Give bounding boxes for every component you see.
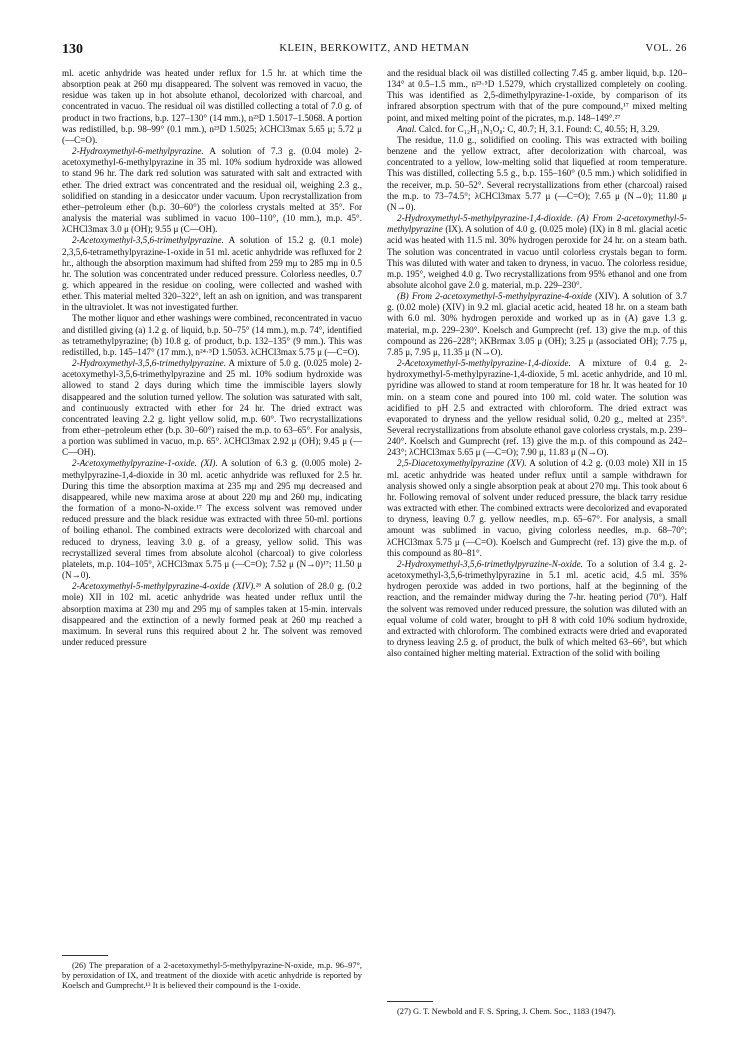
volume-label: VOL. 26 — [645, 43, 687, 54]
paragraph — [387, 458, 687, 558]
section-title: 2-Acetoxymethylpyrazine-1-oxide. (XI). — [72, 458, 218, 469]
paragraph — [62, 458, 362, 581]
paragraph-text: A mixture of 5.0 g. (0.025 mole) 2-acetoxymethyl-3,5,6-trimethylpyrazine and 25 ml. 10% sodium hydroxide was allowed to stand 2 days during which time the immiscible layers slowly disappeared and the solution turned yellow. The solution was saturated with salt, and continuously extracted with ether for 24 hr. The dried extract was concentrated leaving 2.2 g. light yellow solid, m.p. 60°. Two recrystallizations from ether–petroleum ether (b.p. 30–60°) raised the m.p. to 63–65°. For analysis, a portion was sublimed in vacuo, m.p. 65°. λCHCl3max 2.92 μ (OH); 9.45 μ (—C—OH). — [62, 358, 362, 458]
paragraph — [62, 581, 362, 648]
footnote-26 — [62, 961, 362, 992]
paragraph-text: To a solution of 3.4 g. 2-acetoxymethyl-3,5,6-trimethylpyrazine in 5.1 ml. acetic acid, 4.5 ml. 35% hydrogen peroxide was added in two portions, half at the beginning of the reaction, and the remainder midway during the 7-hr. heating period (70°). Half the solvent was removed under reduced pressure, the solution was diluted with an equal volume of cold water, brought to pH 8 with cold 10% sodium hydroxide, and extracted with chloroform. The combined extracts were dried and evaporated to dryness leaving 2.5 g. of product, the bulk of which melted 63–66°, but which also contained higher melting material. Extraction of the solid with boiling — [387, 558, 687, 659]
paragraph-text: A solution of 7.3 g. (0.04 mole) 2-acetoxymethyl-6-methylpyrazine in 35 ml. 10% sodium hydroxide was allowed to stand 96 hr. The dark red solution was saturated with salt and extracted with ether. The dried extract was concentrated and the residual oil, weighing 2.3 g., solidified on standing in a desiccator under vacuum. Upon recrystallization from ether–petroleum ether (b.p. 30–60°) the colorless crystals melted at 35°. For analysis the material was sublimed in vacuo 100–110°, (10 mm.), m.p. 45°. λCHCl3max 3.0 μ (OH); 9.55 μ (C—OH). — [62, 146, 362, 235]
paragraph — [62, 146, 362, 235]
section-title: 2-Acetoxymethyl-5-methylpyrazine-1,4-dioxide. — [397, 358, 571, 369]
paragraph — [387, 124, 687, 135]
paragraph — [387, 358, 687, 458]
paragraph — [62, 358, 362, 458]
section-title: 2-Acetoxymethyl-3,5,6-trimethylpyrazine. — [72, 235, 224, 246]
paragraph-text: (XIV). A solution of 3.7 g. (0.02 mole) (XIV) in 9.2 ml. glacial acetic acid, heated 18 hr. on a steam bath with 6.0 ml. 30% hydrogen peroxide and worked up as in (A) gave 1.3 g. material, m.p. 229–230°. Koelsch and Gumprecht (ref. 13) give the m.p. of this compound as 226–228°; λKBrmax 3.05 μ (OH); 3.25 μ (associated OH); 7.75 μ, 7.85 μ, 7.95 μ, 11.35 μ (N→O). — [387, 291, 687, 357]
paragraph — [387, 291, 687, 358]
paragraph: and the residual black oil was distilled collecting 7.45 g. amber liquid, b.p. 120–134° at 0.5–1.5 mm., n²³·⁵D 1.5279, which crystallized completely on cooling. This was identified as 2,5-dimethylpyrazine-1-oxide, by comparison of its infrared absorption spectrum with that of the pure compound,¹⁷ mixed melting point, and mixed melting point of the picrates, m.p. 148–149°.²⁷ — [387, 68, 687, 123]
paragraph-text: A solution of 4.2 g. (0.03 mole) XII in 15 ml. acetic anhydride was heated under reflux until a sample withdrawn for analysis showed only a single absorption peak at about 270 mμ. This took about 6 hr. Following removal of solvent under reduced pressure, the black tarry residue was extracted with ether. The combined extracts were decolorized and evaporated to dryness, leaving 0.7 g. yellow needles, m.p. 65–67°. For analysis, a small amount was sublimed in vacuo, giving colorless needles, m.p. 68–70°; λCHCl3max 5.75 μ (—C=O). Koelsch and Gumprecht (ref. 13) give the m.p. of this compound as 80–81°. — [387, 458, 688, 558]
paragraph-text: Calcd. for C₁₂H₁₁N₃O₈: C, 40.7; H, 3.1. Found: C, 40.55; H, 3.29. — [418, 123, 660, 134]
paragraph: The residue, 11.0 g., solidified on cooling. This was extracted with boiling benzene and the yellow extract, after decolorization with charcoal, was concentrated to a yellow, low-melting solid that liquefied at room temperature. This was distilled, collecting 5.5 g., b.p. 155–160° (0.5 mm.) which solidified in the receiver, m.p. 50–52°. Several recrystallizations from ether (charcoal) raised the m.p. to 73–74.5°; λCHCl3max 5.77 μ (—C=O); 7.65 μ (N→0); 11.80 μ (N→0). — [387, 134, 687, 212]
section-title: Anal. — [397, 123, 417, 134]
paragraph — [387, 559, 687, 659]
paragraph — [387, 213, 687, 291]
section-title: 2-Hydroxymethyl-3,5,6-trimethylpyrazine. — [72, 358, 226, 369]
section-title: 2,5-Diacetoxymethylpyrazine (XV). — [397, 458, 527, 469]
section-title: (B) From 2-acetoxymethyl-5-methylpyrazine-4-oxide — [397, 291, 592, 302]
footnote-27 — [387, 1007, 687, 1017]
section-title: 2-Hydroxymethyl-6-methylpyrazine. — [72, 146, 204, 157]
footnote-rule — [62, 955, 108, 956]
paragraph-text: A solution of 6.3 g. (0.005 mole) 2-methylpyrazine-1,4-dioxide in 30 ml. acetic anhydride was refluxed for 2.5 hr. During this time the absorption maxima at 235 mμ and 295 mμ decreased and disappeared, while new maxima arose at about 220 mμ and 260 mμ, indicating the formation of a mono-N-oxide.¹⁷ The excess solvent was removed under reduced pressure and the black residue was extracted with three 50-ml. portions of boiling ethanol. The combined extracts were decolorized with charcoal and reduced to dryness, leaving 3.0 g. of a greasy, yellow solid. This was recrystallized several times from absolute alcohol (charcoal) to give colorless platelets, m.p. 104–105°, λCHCl3max 5.75 μ (—C=O); 7.52 μ (N→0)¹⁷; 11.50 μ (N→0). — [62, 458, 363, 581]
section-title: 2-Hydroxymethyl-5-methylpyrazine-1,4-dioxide. (A) From 2-acetoxymethyl-5-methylpyrazine — [387, 213, 687, 235]
section-title: 2-Acetoxymethyl-5-methylpyrazine-4-oxide (XIV).²⁶ — [72, 581, 262, 592]
paragraph-text: A mixture of 0.4 g. 2-hydroxymethyl-5-methylpyrazine-1,4-dioxide, 5 ml. acetic anhydride, and 10 ml. pyridine was allowed to stand at room temperature for 18 hr. It was heated for 10 min. on a steam cone and poured into 100 ml. cold water. The solution was acidified to pH 2.5 and extracted with chloroform. The dried extract was evaporated to dryness and the yellow residual solid, 0.20 g., melted at 235°. Several recrystallizations from absolute ethanol gave colorless crystals, m.p. 239–240°. Koelsch and Gumprecht (ref. 13) give the m.p. of this compound as 242–243°; λCHCl3max 5.65 μ (—C=O); 7.90 μ, 11.83 μ (N→O). — [387, 358, 687, 458]
section-title: 2-Hydroxymethyl-3,5,6-trimethylpyrazine-N-oxide. — [397, 558, 583, 569]
paragraph: The mother liquor and ether washings were combined, reconcentrated in vacuo and distilled giving (a) 1.2 g. of liquid, b.p. 50–75° (14 mm.), m.p. 74°, identified as tetramethylpyrazine; (b) 10.8 g. of product, b.p. 132–135° (9 mm.). This was redistilled, b.p. 145–147° (17 mm.), n²⁴·⁵D 1.5053. λCHCl3max 5.75 μ (—C=O). — [62, 313, 362, 357]
paragraph-text: (IX). A solution of 4.0 g. (0.025 mole) (IX) in 8 ml. glacial acetic acid was heated with 11.5 ml. 30% hydrogen peroxide for 24 hr. on a steam bath. The solution was concentrated in vacuo until colorless crystals began to form. This was diluted with water and taken to dryness, in vacuo. The colorless residue, m.p. 195°, weighed 4.0 g. Two recrystallizations from 95% ethanol and one from absolute alcohol gave 2.0 g. material, m.p. 229–230°. — [387, 224, 688, 290]
footnote-text: (27) G. T. Newbold and F. S. Spring, J. Chem. Soc., 1183 (1947). — [397, 1007, 616, 1016]
left-column — [62, 68, 362, 648]
right-column — [387, 68, 687, 659]
paragraph-text: A solution of 15.2 g. (0.1 mole) 2,3,5,6-tetramethylpyrazine-1-oxide in 51 ml. acetic anhydride was refluxed for 2 hr., although the absorption maximum had shifted from 259 mμ to 285 mμ in 0.5 hr. The solution was concentrated under reduced pressure. Colorless needles, 0.7 g. which appeared in the residue on cooling, were collected and washed with ether. This material melted 320–322°, left an ash on ignition, and was transparent in the ultraviolet. It was not investigated further. — [62, 235, 362, 313]
page-header — [62, 42, 687, 58]
running-head-authors: KLEIN, BERKOWITZ, AND HETMAN — [279, 43, 470, 54]
paragraph-text: A solution of 28.0 g. (0.2 mole) XII in 102 ml. acetic anhydride was heated under reflux until the absorption maxima at 230 mμ and 295 mμ of samples taken at 15-min. intervals disappeared and the extinction of a newly formed peak at 260 mμ reached a maximum. In several runs this required about 2 hr. The solvent was removed under reduced pressure — [62, 581, 362, 647]
paragraph — [62, 235, 362, 313]
paragraph: ml. acetic anhydride was heated under reflux for 1.5 hr. at which time the absorption peak at 260 mμ disappeared. The solvent was removed in vacuo, the residue was taken up in hot absolute ethanol, decolorized with charcoal, and concentrated in vacuo. The residual oil was distilled collecting a total of 7.0 g. of product in two fractions, b.p. 127–130° (14 mm.), n²³D 1.5017–1.5068. A portion was redistilled, b.p. 98–99° (0.1 mm.), n²³D 1.5025; λCHCl3max 5.65 μ; 5.72 μ (—C=O). — [62, 68, 362, 145]
footnote-text: (26) The preparation of a 2-acetoxymethyl-5-methylpyrazine-N-oxide, m.p. 96–97°, by peroxidation of IX, and treatment of the dioxide with acetic anhydride is reported by Koelsch and Gumprecht.¹³ It is believed their compound is the 1-oxide. — [62, 961, 362, 991]
footnote-rule — [387, 1001, 433, 1002]
page-number: 130 — [62, 42, 83, 57]
